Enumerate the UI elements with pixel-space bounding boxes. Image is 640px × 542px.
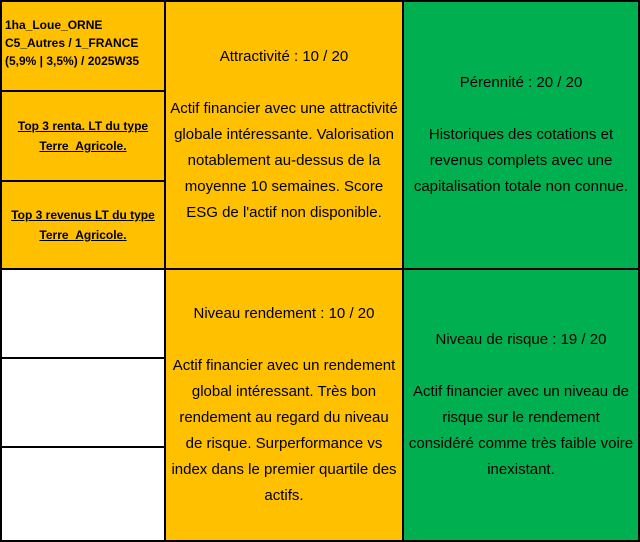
top3-revenus-line2[interactable]: Terre_Agricole. (39, 228, 127, 242)
attractivite-description: Actif financier avec une attractivité globale intéressante. Valorisation notablement au-dessus de la moyenne 10 semaines. Score ESG de l'actif non disponible. (170, 100, 398, 221)
asset-name: 1ha_Loue_ORNE (5, 18, 103, 32)
asset-category: C5_Autres / 1_FRANCE (5, 36, 139, 50)
rendement-title: Niveau rendement : 10 / 20 (193, 305, 375, 322)
perennite-description: Historiques des cotations et revenus complets avec une capitalisation totale non connue. (413, 126, 629, 195)
empty-cell (2, 359, 164, 446)
risque-title: Niveau de risque : 19 / 20 (435, 331, 607, 348)
top3-revenus-line1[interactable]: Top 3 revenus LT du type (11, 208, 155, 222)
top3-rentabilite-line1[interactable]: Top 3 renta. LT du type (17, 119, 149, 133)
rendement-description: Actif financier avec un rendement global intéressant. Très bon rendement au regard du niveau de risque. Surperformance vs index dans le premier quartile des actifs. (171, 357, 397, 504)
empty-cell (2, 448, 164, 540)
risque-panel (404, 270, 638, 540)
empty-cell (2, 270, 164, 357)
top3-rentabilite-link[interactable] (2, 92, 164, 180)
top3-revenus-link[interactable] (2, 182, 164, 268)
top3-rentabilite-line2[interactable]: Terre_Agricole. (39, 139, 127, 153)
perennite-panel (404, 2, 638, 268)
perennite-title: Pérennité : 20 / 20 (459, 74, 583, 91)
risque-description: Actif financier avec un niveau de risque sur le rendement considéré comme très faible voire inexistant. (408, 383, 634, 478)
asset-info-cell (2, 2, 164, 90)
rendement-panel (166, 270, 402, 540)
attractivite-title: Attractivité : 10 / 20 (219, 48, 349, 65)
asset-rates-week: (5,9% | 3,5%) / 2025W35 (5, 54, 140, 68)
attractivite-panel (166, 2, 402, 268)
